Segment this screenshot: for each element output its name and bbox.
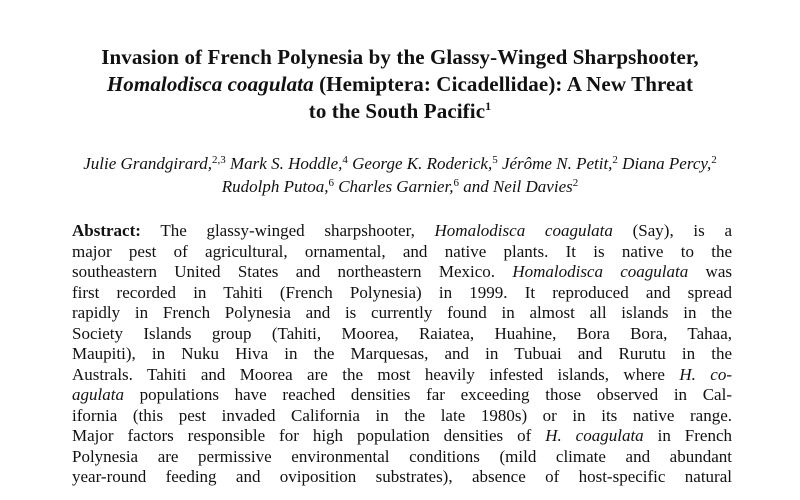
author-line-2 <box>0 175 800 198</box>
author-name: Diana Percy, <box>617 154 712 173</box>
abstract-italic-text: agulata <box>72 385 124 404</box>
paper-title <box>0 44 800 125</box>
author-line-1 <box>0 152 800 175</box>
abstract-line <box>72 262 732 283</box>
title-line-3-text: to the South Pacific <box>308 99 486 123</box>
abstract-text: southeastern United States and northeastern Mexico. <box>72 262 513 281</box>
abstract-text: Maupiti), in Nuku Hiva in the Marquesas, and in Tubuai and Rurutu in the <box>72 344 732 363</box>
abstract-text: in French <box>643 426 732 445</box>
title-line-1: Invasion of French Polynesia by the Glassy-Winged Sharpshooter, <box>101 45 699 69</box>
abstract-text: was <box>688 262 732 281</box>
abstract <box>72 221 732 488</box>
abstract-text: Australs. Tahiti and Moorea are the most heavily infested islands, where <box>72 364 680 384</box>
author-affiliation-mark: 6 <box>328 177 334 189</box>
abstract-line <box>72 242 732 263</box>
abstract-italic-text: H. co- <box>679 364 733 384</box>
author-name: Charles Garnier, <box>333 177 454 196</box>
abstract-line <box>72 344 732 365</box>
abstract-text: Society Islands group (Tahiti, Moorea, Raiatea, Huahine, Bora Bora, Tahaa, <box>72 323 732 343</box>
abstract-italic-text: Homalodisca coagulata <box>512 262 689 281</box>
author-affiliation-mark: 5 <box>492 154 498 166</box>
author-affiliation-mark: 4 <box>342 154 348 166</box>
abstract-italic-text: H. coagulata <box>545 426 644 445</box>
abstract-text: ifornia (this pest invaded California in the late 1980s) or in its native range. <box>72 405 732 425</box>
author-affiliation-mark: 2 <box>612 154 618 166</box>
author-name: Julie Grandgirard, <box>83 154 213 173</box>
author-list <box>0 152 800 198</box>
author-affiliation-mark: 2 <box>711 154 717 166</box>
abstract-italic-text: Homalodisca coagulata <box>434 221 613 240</box>
abstract-text: year-round feeding and oviposition substrates), absence of host-specific natural <box>72 467 732 486</box>
abstract-line <box>72 426 732 447</box>
abstract-line <box>72 221 732 242</box>
author-affiliation-mark: 6 <box>453 177 459 189</box>
abstract-line <box>72 365 732 386</box>
abstract-line <box>72 467 732 488</box>
title-species-name: Homalodisca coagulata <box>106 72 314 96</box>
abstract-line <box>72 303 732 324</box>
abstract-line <box>72 385 732 406</box>
abstract-text: major pest of agricultural, ornamental, and native plants. It is native to the <box>72 241 732 261</box>
title-line-2 <box>0 71 800 98</box>
author-name: George K. Roderick, <box>347 154 493 173</box>
abstract-text: Major factors responsible for high population densities of <box>72 426 546 445</box>
author-name: and Neil Davies <box>458 177 573 196</box>
abstract-text: populations have reached densities far exceeding those observed in Cal- <box>123 385 732 404</box>
author-affiliation-mark: 2,3 <box>212 154 226 166</box>
title-footnote-mark: 1 <box>485 99 492 113</box>
abstract-line <box>72 447 732 468</box>
author-name: Mark S. Hoddle, <box>225 154 343 173</box>
abstract-line <box>72 324 732 345</box>
abstract-label: Abstract: <box>72 221 141 240</box>
author-name: Rudolph Putoa, <box>221 177 329 196</box>
title-line-2-rest: (Hemiptera: Cicadellidae): A New Threat <box>313 72 694 96</box>
author-affiliation-mark: 2 <box>572 177 579 189</box>
abstract-text: The glassy-winged sharpshooter, <box>140 221 435 240</box>
abstract-text: first recorded in Tahiti (French Polynesia) in 1999. It reproduced and spread <box>72 282 732 302</box>
abstract-text: rapidly in French Polynesia and is currently found in almost all islands in the <box>72 303 732 322</box>
title-line-3 <box>0 98 800 125</box>
author-name: Jérôme N. Petit, <box>497 154 613 173</box>
abstract-text: (Say), is a <box>612 221 732 240</box>
abstract-text: Polynesia are permissive environmental conditions (mild climate and abundant <box>72 446 732 466</box>
abstract-line <box>72 406 732 427</box>
abstract-line <box>72 283 732 304</box>
